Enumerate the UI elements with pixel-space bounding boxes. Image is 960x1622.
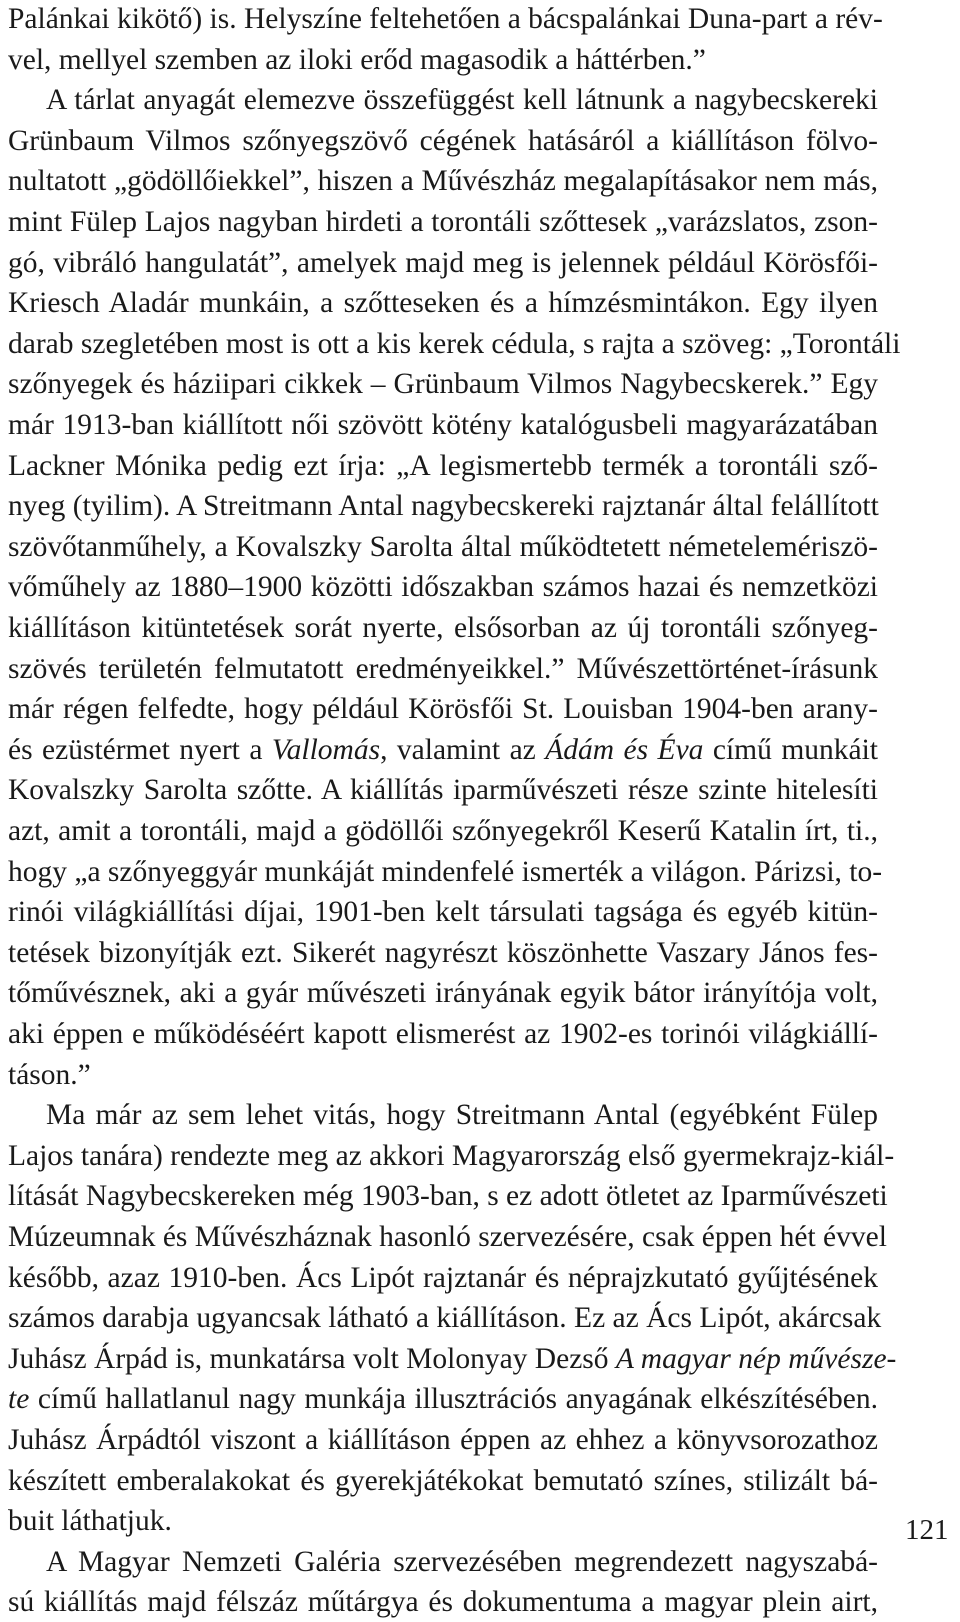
text-line: nyeg (tyilim). A Streitmann Antal nagybecskereki rajztanár által felállított	[8, 490, 879, 523]
text-line: vőműhely az 1880–1900 közötti időszakban számos hazai és nemzetközi	[8, 571, 878, 604]
text-line: hogy „a szőnyeggyár munkáját mindenfelé ismerték a világon. Párizsi, to-	[8, 855, 883, 888]
text-line: Kovalszky Sarolta szőtte. A kiállítás iparművészeti része szinte hitelesíti	[8, 774, 878, 807]
text-line: rinói világkiállítási díjai, 1901-ben kelt társulati tagsága és egyéb kitün-	[8, 896, 878, 929]
text-line: Grünbaum Vilmos szőnyegszövő cégének hatásáról a kiállításon fölvo-	[8, 124, 878, 157]
text-line: már régen felfedte, hogy például Körösfői St. Louisban 1904-ben arany-	[8, 693, 878, 726]
text-line: már 1913-ban kiállított női szövött kötény katalógusbeli magyarázatában	[8, 409, 878, 441]
text-segment: , valamint az	[380, 733, 546, 766]
text-line: nultatott „gödöllőiekkel”, hiszen a Művészház megalapításakor nem más,	[8, 165, 878, 198]
text-line: darab szegletében most is ott a kis kerek cédula, s rajta a szöveg: „Torontáli	[8, 327, 901, 360]
italic-title: A magyar nép művésze-	[615, 1342, 897, 1375]
text-line: Juhász Árpádtól viszont a kiállításon éppen az ehhez a könyvsorozathoz	[8, 1424, 878, 1456]
text-line: Palánkai kikötő) is. Helyszíne feltehetően a bácspalánkai Duna-part a rév-	[8, 3, 883, 35]
page-number: 121	[905, 1514, 949, 1546]
italic-title: Ádám és Éva	[545, 733, 704, 766]
text-line: aki éppen e működéséért kapott elismerést az 1902-es torinói világkiállí-	[8, 1018, 878, 1050]
text-line	[8, 731, 878, 770]
text-line	[8, 1340, 897, 1379]
text-line: Ma már az sem lehet vitás, hogy Streitmann Antal (egyébként Fülep	[46, 1099, 878, 1132]
text-segment: című munkáit	[703, 733, 879, 766]
text-line: A tárlat anyagát elemezve összefüggést kell látnunk a nagybecskereki	[46, 84, 878, 117]
text-line: Lackner Mónika pedig ezt írja: „A legismertebb termék a torontáli sző-	[8, 449, 878, 482]
text-line: később, azaz 1910-ben. Ács Lipót rajztanár és néprajzkutató gyűjtésének	[8, 1261, 878, 1294]
text-line: lítását Nagybecskereken még 1903-ban, s ez adott ötletet az Iparművészeti	[8, 1180, 888, 1213]
text-line: gó, vibráló hangulatát”, amelyek majd meg is jelennek például Körösfői-	[8, 246, 878, 279]
text-line: Lajos tanára) rendezte meg az akkori Magyarország első gyermekrajz-kiál-	[8, 1139, 895, 1172]
italic-title: Vallomás	[271, 733, 381, 766]
text-line: tőművésznek, aki a gyár művészeti irányának egyik bátor irányítója volt,	[8, 977, 878, 1010]
text-line: szövés területén felmutatott eredményeikkel.” Művészettörténet-írásunk	[8, 652, 878, 685]
text-line: mint Fülep Lajos nagyban hirdeti a torontáli szőttesek „varázslatos, zson-	[8, 206, 878, 238]
text-line: azt, amit a torontáli, majd a gödöllői szőnyegekről Keserű Katalin írt, ti.,	[8, 815, 878, 847]
text-line: A Magyar Nemzeti Galéria szervezésében megrendezett nagyszabá-	[46, 1545, 878, 1578]
text-segment: című hallatlanul nagy munkája illusztrációs anyagának elkészítésében.	[29, 1383, 878, 1416]
text-line	[8, 1380, 878, 1419]
italic-title: te	[8, 1383, 30, 1416]
text-line: sú kiállítás majd félszáz műtárgya és dokumentuma a magyar plein airt,	[8, 1586, 878, 1619]
text-line: táson.”	[8, 1058, 91, 1091]
text-line: Múzeumnak és Művészháznak hasonló szervezésére, csak éppen hét évvel	[8, 1221, 887, 1253]
text-segment: Juhász Árpád is, munkatársa volt Molonyay Dezső	[8, 1342, 616, 1375]
text-line: Kriesch Aladár munkáin, a szőtteseken és a hímzésmintákon. Egy ilyen	[8, 287, 878, 320]
text-segment: és ezüstérmet nyert a	[8, 733, 272, 766]
text-line: készített emberalakokat és gyerekjátékokat bemutató színes, stilizált bá-	[8, 1464, 878, 1497]
text-line: szövőtanműhely, a Kovalszky Sarolta által működtetett németelemériszö-	[8, 530, 878, 563]
text-line: számos darabja ugyancsak látható a kiállításon. Ez az Ács Lipót, akárcsak	[8, 1302, 882, 1335]
text-line: szőnyegek és háziipari cikkek – Grünbaum Vilmos Nagybecskerek.” Egy	[8, 368, 878, 401]
text-line: tetések bizonyítják ezt. Sikerét nagyrészt köszönhette Vaszary János fes-	[8, 936, 878, 969]
text-line: vel, mellyel szemben az iloki erőd magasodik a háttérben.”	[8, 43, 706, 76]
text-line: buit láthatjuk.	[8, 1505, 172, 1538]
text-line: kiállításon kitüntetések sorát nyerte, elsősorban az új torontáli szőnyeg-	[8, 612, 878, 644]
